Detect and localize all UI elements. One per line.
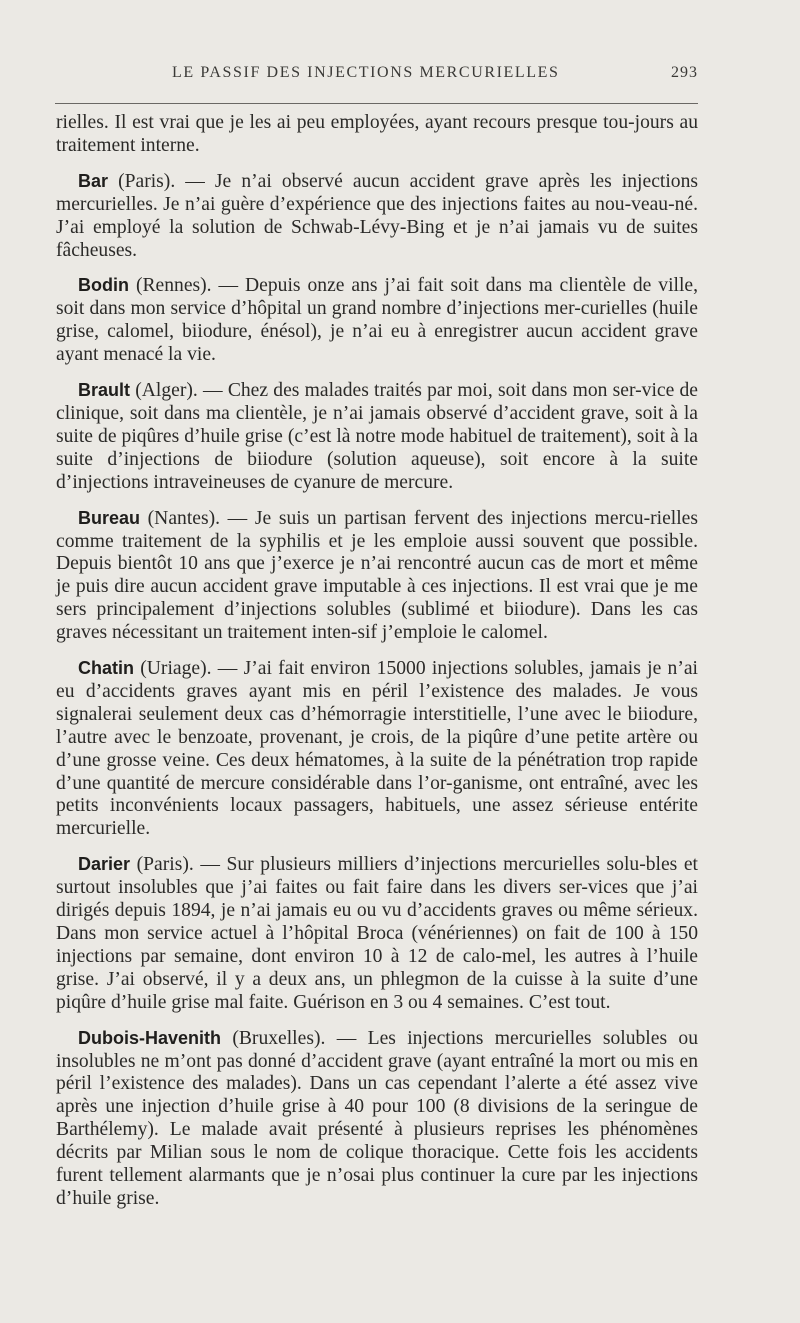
running-title: LE PASSIF DES INJECTIONS MERCURIELLES: [172, 64, 560, 81]
correspondent-name: Bodin: [78, 275, 129, 296]
body-text: [56, 112, 698, 1223]
continuation-paragraph: rielles. Il est vrai que je les ai peu employées, ayant recours presque tou-jours au traitement interne.: [56, 112, 698, 156]
correspondent-name: Brault: [78, 380, 131, 401]
entry-text: (Uriage). — J’ai fait environ 15000 injections solubles, jamais je n’ai eu d’accidents graves ayant mis en péril l’existence des malades. Je vous signalerai seulement deux cas d’hémorragie interstitielle, l’une avec le biiodure, l’autre avec le benzoate, provenant, je crois, de la piqûre d’une petite artère ou d’une grosse veine. Ces deux hématomes, à la suite de la pénétration trop rapide d’une quantité de mercure considérable dans l’or-ganisme, ont entraîné, avec les petits inconvénients locaux passagers, habituels, une assez sérieuse entérite mercurielle.: [56, 658, 698, 840]
entry-text: (Alger). — Chez des malades traités par moi, soit dans mon ser-vice de clinique, soit dans ma clientèle, je n’ai jamais observé d’accident grave, soit à la suite de piqûres d’huile grise (c’est là notre mode habituel de traitement), soit à la suite d’injections de biiodure (solution aqueuse), soit encore à la suite d’injections intraveineuses de cyanure de mercure.: [56, 380, 698, 493]
entry-text: (Bruxelles). — Les injections mercurielles solubles ou insolubles ne m’ont pas donné d’accident grave (ayant entraîné la mort ou mis en péril l’existence des malades). Dans un cas cependant l’alerte a été assez vive après une injection d’huile grise à 40 pour 100 (8 divisions de la seringue de Barthélemy). Le malade avait présenté à plusieurs reprises les phénomènes décrits par Milian sous le nom de colique thoracique. Cette fois les accidents furent tellement alarmants que je n’osai plus continuer la cure par les injections d’huile grise.: [56, 1027, 698, 1209]
entry-paragraph-bodin: [56, 274, 698, 367]
correspondent-name: Bureau: [78, 507, 141, 528]
correspondent-name: Chatin: [78, 658, 134, 679]
page-number: 293: [671, 64, 698, 81]
entry-text: (Nantes). — Je suis un partisan fervent des injections mercu-rielles comme traitement de la syphilis et je les emploie aussi souvent que possible. Depuis bientôt 10 ans que j’exerce je n’ai rencontré aucun cas de mort et même je puis dire aucun accident grave imputable à ces injections. Il est vrai que je me sers principalement d’injections solubles (sublimé et biiodure). Dans les cas graves nécessitant un traitement inten-sif j’emploie le calomel.: [56, 507, 698, 644]
entry-text: (Rennes). — Depuis onze ans j’ai fait soit dans ma clientèle de ville, soit dans mon service d’hôpital un grand nombre d’injections mer-curielles (huile grise, calomel, biiodure, énésol), je n’ai eu à enregistrer aucun accident grave ayant menacé la vie.: [56, 275, 698, 366]
entry-paragraph-brault: [56, 379, 698, 495]
entry-paragraph-bureau: [56, 507, 698, 645]
entry-text: (Paris). — Je n’ai observé aucun accident grave après les injections mercurielles. Je n’ai guère d’expérience que des injections faites au nou-veau-né. J’ai employé la solution de Schwab-Lévy-Bing et je n’ai jamais vu de suites fâcheuses.: [56, 170, 698, 261]
entry-paragraph-chatin: [56, 657, 698, 841]
correspondent-name: Darier: [78, 854, 131, 875]
entry-paragraph-darier: [56, 853, 698, 1014]
correspondent-name: Bar: [78, 170, 109, 191]
entry-paragraph-bar: [56, 170, 698, 263]
correspondent-name: Dubois-Havenith: [78, 1027, 222, 1048]
header-rule: [55, 103, 698, 104]
entry-text: (Paris). — Sur plusieurs milliers d’injections mercurielles solu-bles et surtout insolubles que j’ai faites ou fait faire dans les divers ser-vices que j’ai dirigés depuis 1894, je n’ai jamais eu ou vu d’accidents graves ou même sérieux. Dans mon service actuel à l’hôpital Broca (vénériennes) on fait de 100 à 150 injections par semaine, dont environ 10 à 12 de calo-mel, les autres à l’huile grise. J’ai observé, il y a deux ans, un phlegmon de la cuisse à la suite d’une piqûre d’huile grise mal faite. Guérison en 3 ou 4 semaines. C’est tout.: [56, 854, 698, 1013]
entry-paragraph-dubois-havenith: [56, 1027, 698, 1211]
